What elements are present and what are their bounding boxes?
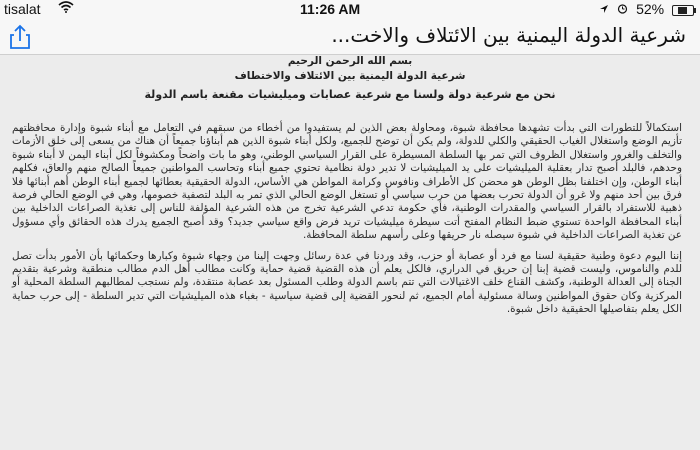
document-headline: شرعية الدولة اليمنية بين الائتلاف والاختطاف [234,70,466,82]
alarm-icon [617,1,632,17]
document-subheadline: نحن مع شرعية دولة ولسنا مع شرعية عصابات وميليشيات مقنعة باسم الدولة [144,88,556,101]
paragraph: استكمالاً للتطورات التي بدأت تشهدها محافظة شبوة، ومحاولة بعض الذين لم يستفيدوا من أخطاء من سبقهم في التعامل مع أبناء شبوة وإدارة محافظتهم تأزيم الوضع واستغلال الغياب الحقيقي والكلي للدولة، ولم يكن أن توضح للجميع، ولكل أبناء شبوة الذين هم أبناؤنا جميعاً أن هناك من يسعى إلى خلق الأزمات والتخلف والغرور واستغلال الظروف التي تمر بها السلطة المسيطرة على القرار السياسي الوطني، وهو ما بات واضحاً ومكشوفاً لكل أبناء اليمن لا أبناء شبوة وحدهم، فالبلد أصبح تدار بعقلية الميليشيات على يد الميليشيات لا تدير دولة نظامية تحتوي جميع أبناء وتحاسب المواطنين جميعاً الصالح منهم والعاق، فكلهم أبناء الوطن، وإن اختلفنا بظل الوطن هو محضن كل الأطراف ونافوس وكرامة المواطن هي الأساس، الدولة الحقيقية بعطائها لجميع أبناء الوطن أهم أبنائها فلا فرق بين أحد منهم ولا غرو أن الدولة تحرب بعضها من حرب سياسي أو تستغل الوضع الحالي الذي تمر به البلد لتصفية خصومها، وهي في الوضع الحالي فرصة ذهبية للاستفراد بالقرار السياسي والمقدرات الوطنية، فأي حكومة تدعي الشرعية تخرج من هذه الشرعية المؤلفة للناس إلى تغذية الصراعات الداخلية بين أبناء المحافظة الواحدة تستوي ضبط النظام المفتح أتت سيطرة ميليشيات تريد فرض واقع سياسي جديد؟ وقد أصبح الجميع يدرك هذه الحقائق وأي مسؤول عن تغذية الصراعات الداخلية في شبوة سيصله نار حريقها وعلى رأسهم سلطة المحافظة. [12,122,682,242]
share-icon[interactable] [8,24,32,50]
status-time: 11:26 AM [300,1,361,17]
wifi-icon [58,1,74,16]
location-icon [599,1,613,17]
basmala: بسم الله الرحمن الرحيم [287,55,413,67]
status-bar [0,0,700,20]
title-bar [0,20,700,55]
battery-percent: 52% [636,1,665,17]
carrier-name: tisalat [4,1,41,17]
document-title: شرعية الدولة اليمنية بين الائتلاف والاخت... [331,23,686,47]
document-body [12,122,682,324]
battery-icon [672,5,694,16]
paragraph: إننا اليوم دعوة وطنية حقيقية لسنا مع فرد أو عصابة أو حزب، وقد وردنا في عدة رسائل وجهت إلينا من وجهاء شبوة وكبارها وحكمائها بأن الأمور بدأت تصل للدم والناموس، وليست قضية إبنا إن حريق في الدراري، فالكل يعلم أن هذه القضية قضية حماية وكانت مطالب أهل الدم مطالب منطقية وشرعية بتقديم الجناة إلى العدالة الوطنية، وكشف القناع خلف الاغتيالات التي تتم باسم الدولة وطلب المسئول بعد عصابة منتقدة، ولم نستجب لمطالبهم السلطة المحلية أو المركزية وكان حقوق المواطنين وسالة مسئولية أمام الجميع، ثم لنحور القضية إلى قضية سياسية - بغباء هذه الميليشيات التي تدير السلطة - إلى حرب حماية الكل يعلم بتفاصيلها الحقيقية داخل شبوة. [12,249,682,316]
document-page [0,55,700,450]
